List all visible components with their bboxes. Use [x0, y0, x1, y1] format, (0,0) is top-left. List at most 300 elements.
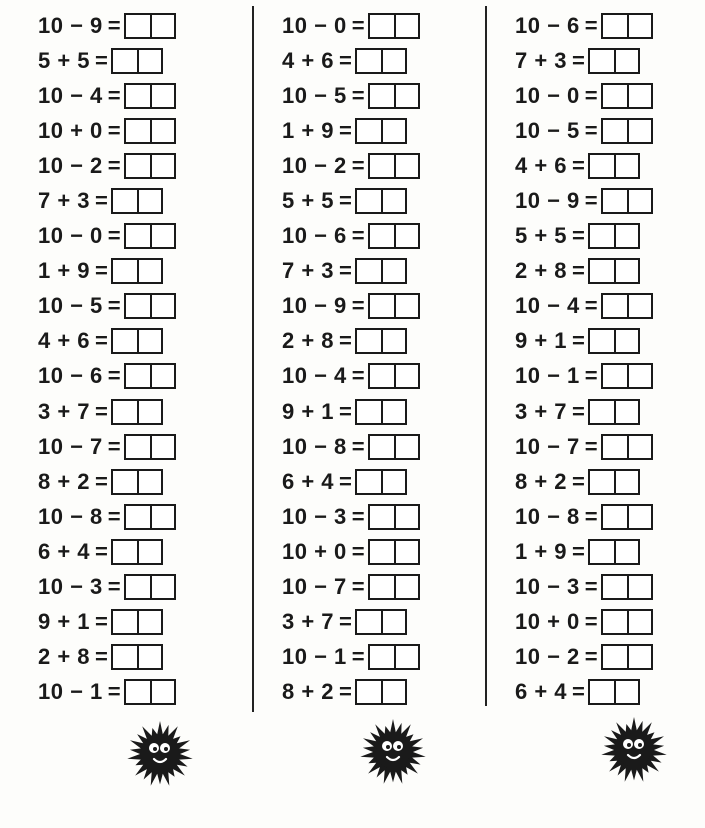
answer-box[interactable]	[355, 399, 407, 425]
problem-row	[515, 113, 653, 148]
problem-row	[38, 570, 176, 605]
answer-box[interactable]	[124, 83, 176, 109]
answer-digit-cell[interactable]	[627, 190, 651, 212]
answer-box[interactable]	[601, 504, 653, 530]
answer-digit-cell[interactable]	[381, 681, 405, 703]
answer-digit-cell[interactable]	[150, 365, 174, 387]
smiling-sun-icon	[124, 716, 196, 788]
problem-row	[515, 499, 653, 534]
answer-box[interactable]	[588, 539, 640, 565]
problem-expression: 10 − 0	[515, 82, 580, 108]
answer-box[interactable]	[601, 118, 653, 144]
answer-box[interactable]	[601, 644, 653, 670]
answer-box[interactable]	[588, 223, 640, 249]
problem-expression: 4 + 6	[515, 152, 568, 178]
problem-expression: 4 + 6	[38, 328, 91, 354]
problem-row	[282, 324, 420, 359]
answer-box[interactable]	[601, 293, 653, 319]
equals-sign: =	[107, 12, 122, 38]
answer-box[interactable]	[111, 644, 163, 670]
problem-expression: 10 − 2	[282, 152, 347, 178]
problem-row	[282, 43, 420, 78]
answer-digit-cell[interactable]	[394, 576, 418, 598]
answer-digit-cell[interactable]	[126, 436, 150, 458]
answer-box[interactable]	[355, 118, 407, 144]
answer-digit-cell[interactable]	[627, 646, 651, 668]
answer-digit-cell[interactable]	[370, 155, 394, 177]
answer-box[interactable]	[601, 13, 653, 39]
answer-digit-cell[interactable]	[627, 120, 651, 142]
answer-box[interactable]	[355, 679, 407, 705]
answer-digit-cell[interactable]	[381, 120, 405, 142]
answer-digit-cell[interactable]	[357, 330, 381, 352]
problem-expression: 10 − 0	[282, 12, 347, 38]
problem-expression: 10 + 0	[282, 538, 347, 564]
problem-row	[282, 8, 420, 43]
answer-box[interactable]	[368, 434, 420, 460]
equals-sign: =	[95, 188, 109, 214]
problem-row	[515, 675, 653, 710]
equals-sign: =	[351, 82, 366, 108]
problem-expression: 5 + 5	[282, 188, 335, 214]
answer-digit-cell[interactable]	[590, 681, 614, 703]
answer-digit-cell[interactable]	[614, 50, 638, 72]
answer-digit-cell[interactable]	[614, 541, 638, 563]
problem-row	[282, 254, 420, 289]
answer-box[interactable]	[124, 293, 176, 319]
answer-digit-cell[interactable]	[113, 330, 137, 352]
equals-sign: =	[351, 503, 366, 529]
problem-expression: 10 − 7	[515, 433, 580, 459]
equals-sign: =	[339, 609, 353, 635]
answer-digit-cell[interactable]	[126, 225, 150, 247]
answer-box[interactable]	[355, 609, 407, 635]
answer-box[interactable]	[124, 679, 176, 705]
equals-sign: =	[351, 12, 366, 38]
problem-row	[282, 78, 420, 113]
answer-box[interactable]	[588, 679, 640, 705]
answer-digit-cell[interactable]	[126, 576, 150, 598]
answer-digit-cell[interactable]	[370, 15, 394, 37]
problem-expression: 6 + 4	[282, 468, 335, 494]
answer-digit-cell[interactable]	[150, 85, 174, 107]
answer-digit-cell[interactable]	[150, 576, 174, 598]
answer-digit-cell[interactable]	[603, 85, 627, 107]
answer-digit-cell[interactable]	[394, 365, 418, 387]
answer-box[interactable]	[368, 363, 420, 389]
answer-box[interactable]	[111, 609, 163, 635]
answer-digit-cell[interactable]	[126, 681, 150, 703]
problem-row	[282, 675, 420, 710]
equals-sign: =	[584, 12, 599, 38]
answer-digit-cell[interactable]	[370, 85, 394, 107]
problem-row	[38, 464, 176, 499]
problem-row	[282, 464, 420, 499]
problem-row	[38, 605, 176, 640]
answer-digit-cell[interactable]	[137, 260, 161, 282]
answer-digit-cell[interactable]	[113, 646, 137, 668]
equals-sign: =	[339, 679, 353, 705]
answer-box[interactable]	[111, 539, 163, 565]
answer-digit-cell[interactable]	[627, 506, 651, 528]
problem-expression: 5 + 5	[515, 223, 568, 249]
problem-expression: 3 + 7	[515, 398, 568, 424]
answer-box[interactable]	[355, 258, 407, 284]
equals-sign: =	[351, 152, 366, 178]
equals-sign: =	[351, 363, 366, 389]
answer-digit-cell[interactable]	[150, 436, 174, 458]
problem-row	[38, 359, 176, 394]
answer-digit-cell[interactable]	[603, 646, 627, 668]
answer-digit-cell[interactable]	[370, 576, 394, 598]
answer-digit-cell[interactable]	[394, 646, 418, 668]
answer-digit-cell[interactable]	[394, 85, 418, 107]
answer-digit-cell[interactable]	[126, 15, 150, 37]
answer-digit-cell[interactable]	[381, 611, 405, 633]
problem-expression: 10 − 2	[515, 644, 580, 670]
equals-sign: =	[95, 398, 109, 424]
problem-row	[515, 640, 653, 675]
problem-expression: 10 − 7	[38, 433, 103, 459]
problem-row	[515, 464, 653, 499]
equals-sign: =	[584, 644, 599, 670]
answer-digit-cell[interactable]	[150, 506, 174, 528]
problem-row	[38, 219, 176, 254]
problem-row	[282, 219, 420, 254]
answer-digit-cell[interactable]	[394, 436, 418, 458]
problem-expression: 10 − 5	[282, 82, 347, 108]
answer-box[interactable]	[601, 83, 653, 109]
problem-expression: 10 − 4	[282, 363, 347, 389]
answer-digit-cell[interactable]	[603, 436, 627, 458]
answer-box[interactable]	[588, 48, 640, 74]
answer-digit-cell[interactable]	[113, 260, 137, 282]
problem-expression: 10 − 8	[515, 503, 580, 529]
answer-digit-cell[interactable]	[357, 611, 381, 633]
answer-digit-cell[interactable]	[357, 50, 381, 72]
answer-digit-cell[interactable]	[590, 330, 614, 352]
answer-box[interactable]	[355, 328, 407, 354]
answer-digit-cell[interactable]	[394, 295, 418, 317]
answer-digit-cell[interactable]	[357, 120, 381, 142]
answer-digit-cell[interactable]	[627, 85, 651, 107]
problem-expression: 7 + 3	[282, 258, 335, 284]
answer-box[interactable]	[368, 539, 420, 565]
answer-digit-cell[interactable]	[150, 15, 174, 37]
equals-sign: =	[107, 82, 122, 108]
answer-box[interactable]	[601, 609, 653, 635]
answer-box[interactable]	[124, 574, 176, 600]
answer-box[interactable]	[111, 399, 163, 425]
answer-box[interactable]	[368, 13, 420, 39]
problem-row	[515, 219, 653, 254]
problem-row	[515, 394, 653, 429]
problem-expression: 9 + 1	[515, 328, 568, 354]
equals-sign: =	[107, 117, 122, 143]
problem-expression: 2 + 8	[38, 644, 91, 670]
answer-digit-cell[interactable]	[357, 190, 381, 212]
problem-row	[515, 570, 653, 605]
answer-box[interactable]	[588, 399, 640, 425]
problem-row	[515, 429, 653, 464]
answer-digit-cell[interactable]	[381, 330, 405, 352]
answer-digit-cell[interactable]	[614, 330, 638, 352]
answer-digit-cell[interactable]	[126, 85, 150, 107]
equals-sign: =	[584, 293, 599, 319]
answer-digit-cell[interactable]	[394, 506, 418, 528]
answer-digit-cell[interactable]	[603, 15, 627, 37]
answer-digit-cell[interactable]	[614, 260, 638, 282]
answer-digit-cell[interactable]	[370, 365, 394, 387]
answer-box[interactable]	[588, 469, 640, 495]
answer-digit-cell[interactable]	[370, 436, 394, 458]
answer-box[interactable]	[111, 469, 163, 495]
answer-digit-cell[interactable]	[590, 260, 614, 282]
answer-digit-cell[interactable]	[126, 155, 150, 177]
problem-column-3	[515, 8, 653, 710]
column-divider	[485, 6, 487, 706]
problem-row	[38, 254, 176, 289]
problem-row	[515, 359, 653, 394]
equals-sign: =	[572, 152, 586, 178]
answer-digit-cell[interactable]	[627, 295, 651, 317]
problem-row	[282, 289, 420, 324]
problem-expression: 2 + 8	[515, 258, 568, 284]
answer-digit-cell[interactable]	[603, 190, 627, 212]
answer-digit-cell[interactable]	[590, 541, 614, 563]
problem-expression: 10 − 2	[38, 152, 103, 178]
answer-digit-cell[interactable]	[394, 541, 418, 563]
answer-digit-cell[interactable]	[603, 611, 627, 633]
problem-expression: 10 − 9	[515, 188, 580, 214]
equals-sign: =	[339, 328, 353, 354]
equals-sign: =	[339, 117, 353, 143]
answer-box[interactable]	[368, 83, 420, 109]
answer-box[interactable]	[601, 363, 653, 389]
equals-sign: =	[572, 223, 586, 249]
problem-expression: 10 − 9	[282, 293, 347, 319]
answer-digit-cell[interactable]	[627, 436, 651, 458]
problem-expression: 6 + 4	[38, 538, 91, 564]
answer-box[interactable]	[124, 118, 176, 144]
answer-digit-cell[interactable]	[137, 611, 161, 633]
answer-digit-cell[interactable]	[126, 365, 150, 387]
answer-digit-cell[interactable]	[627, 611, 651, 633]
problem-row	[515, 534, 653, 569]
answer-digit-cell[interactable]	[603, 506, 627, 528]
answer-digit-cell[interactable]	[113, 471, 137, 493]
answer-box[interactable]	[355, 469, 407, 495]
answer-digit-cell[interactable]	[113, 401, 137, 423]
answer-box[interactable]	[355, 188, 407, 214]
answer-digit-cell[interactable]	[150, 155, 174, 177]
answer-box[interactable]	[601, 188, 653, 214]
answer-digit-cell[interactable]	[627, 576, 651, 598]
answer-digit-cell[interactable]	[357, 471, 381, 493]
answer-box[interactable]	[124, 363, 176, 389]
answer-digit-cell[interactable]	[590, 225, 614, 247]
problem-row	[515, 324, 653, 359]
problem-expression: 10 − 6	[282, 223, 347, 249]
answer-box[interactable]	[368, 153, 420, 179]
answer-box[interactable]	[355, 48, 407, 74]
problem-row	[38, 640, 176, 675]
equals-sign: =	[572, 328, 586, 354]
problem-row	[38, 429, 176, 464]
answer-digit-cell[interactable]	[137, 471, 161, 493]
problem-row	[38, 148, 176, 183]
answer-digit-cell[interactable]	[381, 401, 405, 423]
answer-digit-cell[interactable]	[150, 295, 174, 317]
answer-box[interactable]	[601, 574, 653, 600]
answer-digit-cell[interactable]	[627, 365, 651, 387]
answer-box[interactable]	[111, 48, 163, 74]
problem-row	[38, 289, 176, 324]
answer-box[interactable]	[124, 504, 176, 530]
problem-expression: 8 + 2	[38, 468, 91, 494]
answer-digit-cell[interactable]	[394, 225, 418, 247]
answer-box[interactable]	[111, 188, 163, 214]
answer-digit-cell[interactable]	[137, 190, 161, 212]
answer-digit-cell[interactable]	[370, 225, 394, 247]
problem-row	[282, 605, 420, 640]
answer-digit-cell[interactable]	[603, 576, 627, 598]
answer-box[interactable]	[368, 293, 420, 319]
answer-digit-cell[interactable]	[113, 50, 137, 72]
problem-expression: 10 − 3	[515, 574, 580, 600]
answer-box[interactable]	[124, 434, 176, 460]
answer-digit-cell[interactable]	[394, 155, 418, 177]
answer-digit-cell[interactable]	[113, 611, 137, 633]
answer-box[interactable]	[111, 328, 163, 354]
answer-digit-cell[interactable]	[150, 225, 174, 247]
problem-row	[38, 183, 176, 218]
answer-digit-cell[interactable]	[126, 120, 150, 142]
problem-row	[282, 499, 420, 534]
problem-expression: 2 + 8	[282, 328, 335, 354]
answer-box[interactable]	[588, 153, 640, 179]
problem-row	[38, 675, 176, 710]
problem-row	[515, 289, 653, 324]
answer-box[interactable]	[588, 328, 640, 354]
answer-box[interactable]	[601, 434, 653, 460]
answer-digit-cell[interactable]	[150, 120, 174, 142]
answer-digit-cell[interactable]	[614, 401, 638, 423]
equals-sign: =	[584, 574, 599, 600]
answer-digit-cell[interactable]	[370, 506, 394, 528]
answer-digit-cell[interactable]	[590, 471, 614, 493]
answer-box[interactable]	[588, 258, 640, 284]
answer-digit-cell[interactable]	[357, 681, 381, 703]
answer-box[interactable]	[124, 223, 176, 249]
answer-digit-cell[interactable]	[614, 681, 638, 703]
answer-digit-cell[interactable]	[113, 190, 137, 212]
equals-sign: =	[351, 433, 366, 459]
answer-digit-cell[interactable]	[370, 541, 394, 563]
answer-digit-cell[interactable]	[381, 471, 405, 493]
answer-digit-cell[interactable]	[614, 225, 638, 247]
problem-expression: 10 − 0	[38, 223, 103, 249]
equals-sign: =	[584, 609, 599, 635]
equals-sign: =	[339, 188, 353, 214]
equals-sign: =	[95, 47, 109, 73]
equals-sign: =	[107, 363, 122, 389]
answer-digit-cell[interactable]	[357, 401, 381, 423]
problem-row	[515, 183, 653, 218]
answer-digit-cell[interactable]	[137, 330, 161, 352]
equals-sign: =	[572, 47, 586, 73]
answer-digit-cell[interactable]	[370, 646, 394, 668]
problem-expression: 10 − 6	[515, 12, 580, 38]
equals-sign: =	[107, 293, 122, 319]
answer-digit-cell[interactable]	[603, 120, 627, 142]
answer-digit-cell[interactable]	[381, 50, 405, 72]
problem-expression: 3 + 7	[282, 609, 335, 635]
problem-expression: 10 − 3	[38, 574, 103, 600]
problem-row	[515, 148, 653, 183]
equals-sign: =	[351, 574, 366, 600]
answer-digit-cell[interactable]	[126, 506, 150, 528]
answer-digit-cell[interactable]	[113, 541, 137, 563]
equals-sign: =	[107, 503, 122, 529]
problem-expression: 9 + 1	[38, 609, 91, 635]
answer-digit-cell[interactable]	[603, 365, 627, 387]
equals-sign: =	[339, 47, 353, 73]
answer-digit-cell[interactable]	[126, 295, 150, 317]
problem-expression: 6 + 4	[515, 679, 568, 705]
answer-box[interactable]	[111, 258, 163, 284]
answer-box[interactable]	[368, 223, 420, 249]
answer-digit-cell[interactable]	[137, 50, 161, 72]
answer-digit-cell[interactable]	[590, 50, 614, 72]
answer-digit-cell[interactable]	[614, 155, 638, 177]
equals-sign: =	[95, 609, 109, 635]
answer-digit-cell[interactable]	[150, 681, 174, 703]
answer-digit-cell[interactable]	[603, 295, 627, 317]
equals-sign: =	[351, 223, 366, 249]
problem-row	[282, 113, 420, 148]
answer-box[interactable]	[368, 644, 420, 670]
answer-digit-cell[interactable]	[614, 471, 638, 493]
answer-digit-cell[interactable]	[627, 15, 651, 37]
problem-expression: 10 − 8	[282, 433, 347, 459]
equals-sign: =	[107, 152, 122, 178]
answer-digit-cell[interactable]	[590, 401, 614, 423]
problem-expression: 10 − 1	[515, 363, 580, 389]
answer-digit-cell[interactable]	[137, 401, 161, 423]
problem-row	[38, 78, 176, 113]
answer-digit-cell[interactable]	[381, 190, 405, 212]
answer-box[interactable]	[124, 153, 176, 179]
answer-digit-cell[interactable]	[381, 260, 405, 282]
answer-digit-cell[interactable]	[370, 295, 394, 317]
problem-expression: 10 + 0	[38, 117, 103, 143]
problem-row	[38, 394, 176, 429]
equals-sign: =	[351, 293, 366, 319]
answer-box[interactable]	[368, 574, 420, 600]
answer-digit-cell[interactable]	[357, 260, 381, 282]
answer-box[interactable]	[124, 13, 176, 39]
equals-sign: =	[572, 468, 586, 494]
answer-digit-cell[interactable]	[137, 541, 161, 563]
equals-sign: =	[584, 82, 599, 108]
answer-box[interactable]	[368, 504, 420, 530]
answer-digit-cell[interactable]	[590, 155, 614, 177]
answer-digit-cell[interactable]	[137, 646, 161, 668]
equals-sign: =	[107, 223, 122, 249]
problem-row	[515, 8, 653, 43]
answer-digit-cell[interactable]	[394, 15, 418, 37]
